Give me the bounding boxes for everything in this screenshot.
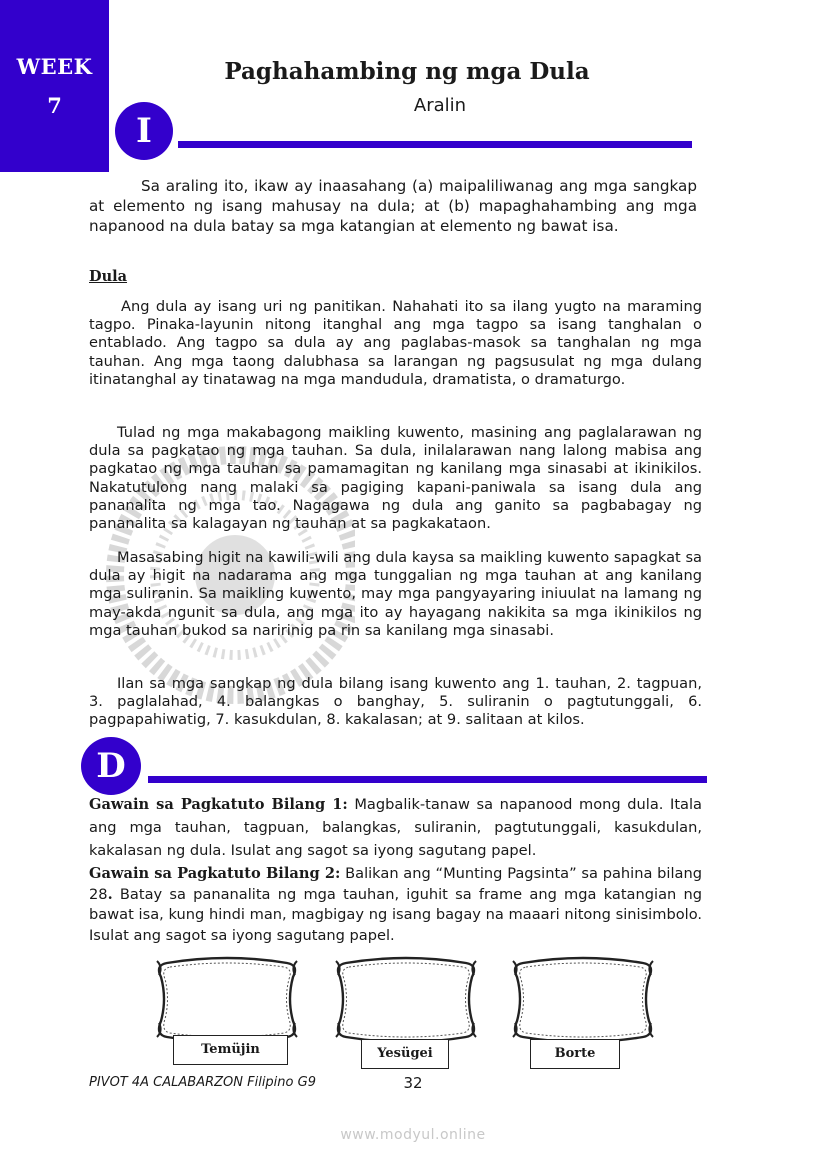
- activity-2-label: Gawain sa Pagkatuto Bilang 2:: [89, 865, 341, 882]
- dula-paragraph-2: Tulad ng mga makabagong maikling kuwento, masining ang paglalarawan ng dula sa pagkatao ng mga tauhan. Sa dula, inilalarawan nang lalong mabisa ang pagkatao ng mga tauhan sa pamamagitan ng kanilang mga sinasabi at ikinikilos. Nakatutulong nang malaki sa pagiging kapani-paniwala sa isang dula ang pananalita ng mga tao. Nagagawa ng dula ang ganito sa pagbabagay ng pananalita sa kalagayan ng tauhan at sa pagkakataon.: [89, 424, 702, 533]
- intro-paragraph: Sa araling ito, ikaw ay inaasahang (a) maipaliliwanag ang mga sangkap at elemento ng isang mahusay na dula; at (b) mapaghahambing ang mga napanood na dula batay sa mga katangian at elemento ng bawat isa.: [89, 177, 697, 235]
- dula-paragraph-3: Masasabing higit na kawili-wili ang dula kaysa sa maikling kuwento sapagkat sa dula ay higit na nadarama ang mga tunggalian ng mga tauhan at ang kanilang mga suliranin. Sa maikling kuwento, may mga pangyayaring iniuulat na lamang ng may-akda ngunit sa dula, ang mga ito ay hayagang nakikita sa mga ikinikilos ng mga tauhan bukod sa naririnig pa rin sa kanilang mga sinasabi.: [89, 549, 702, 639]
- page-number: 32: [403, 1074, 423, 1092]
- page-subtitle: Aralin: [413, 95, 467, 116]
- footer-source: PIVOT 4A CALABARZON Filipino G9: [89, 1075, 316, 1090]
- label-borte: Borte: [530, 1039, 620, 1069]
- section-d-badge: D: [81, 737, 141, 795]
- week-label: WEEK: [16, 54, 93, 79]
- site-watermark: www.modyul.online: [340, 1127, 486, 1143]
- activity-2: [89, 864, 702, 946]
- activity-2-text: Balikan ang “Munting Pagsinta” sa pahina bilang 28: [89, 865, 702, 903]
- activity-1-label: Gawain sa Pagkatuto Bilang 1:: [89, 796, 348, 813]
- section-d-rule: [148, 776, 707, 783]
- activity-1: [89, 793, 702, 862]
- dula-paragraph-1: Ang dula ay isang uri ng panitikan. Nahahati ito sa ilang yugto na maraming tagpo. Pinaka-layunin nitong itanghal ang mga tagpo sa isang tanghalan o entablado. Ang tagpo sa dula ay ang paglabas-masok sa tanghalan ng mga tauhan. Ang mga taong dalubhasa sa larangan ng pagsusulat ng mga dulang itinatanghal ay tinatawag na mga mandudula, dramatista, o dramaturgo.: [89, 298, 702, 388]
- label-yesugei: Yesügei: [361, 1039, 449, 1069]
- week-tab: [0, 0, 109, 172]
- section-i-rule: [178, 141, 692, 148]
- frame-borte: [509, 955, 657, 1043]
- dula-paragraph-4: Ilan sa mga sangkap ng dula bilang isang kuwento ang 1. tauhan, 2. tagpuan, 3. paglalahad, 4. balangkas o banghay, 5. suliranin o pagtutunggali, 6. pagpapahiwatig, 7. kasukdulan, 8. kakalasan; at 9. salitaan at kilos.: [89, 675, 702, 729]
- label-temujin: Temüjin: [173, 1035, 288, 1065]
- frame-temujin: [153, 955, 301, 1043]
- activity-2-dot: .: [107, 885, 113, 903]
- dula-heading: Dula: [89, 268, 128, 285]
- week-number: 7: [47, 93, 62, 118]
- page-title: Paghahambing ng mga Dula: [224, 58, 590, 85]
- activity-1-text: Magbalik-tanaw sa napanood mong dula. Itala ang mga tauhan, tagpuan, balangkas, suliranin, pagtutunggali, kasukdulan, kakalasan ng dula. Isulat ang sagot sa iyong sagutang papel.: [89, 796, 702, 859]
- section-i-badge: I: [115, 102, 173, 160]
- activity-2-text-2: Batay sa pananalita ng mga tauhan, iguhit sa frame ang mga katangian ng bawat isa, kung hindi man, magbigay ng isang bagay na maaari nitong sinisimbolo. Isulat ang sagot sa iyong sagutang papel.: [89, 885, 702, 944]
- frame-yesugei: [332, 955, 480, 1043]
